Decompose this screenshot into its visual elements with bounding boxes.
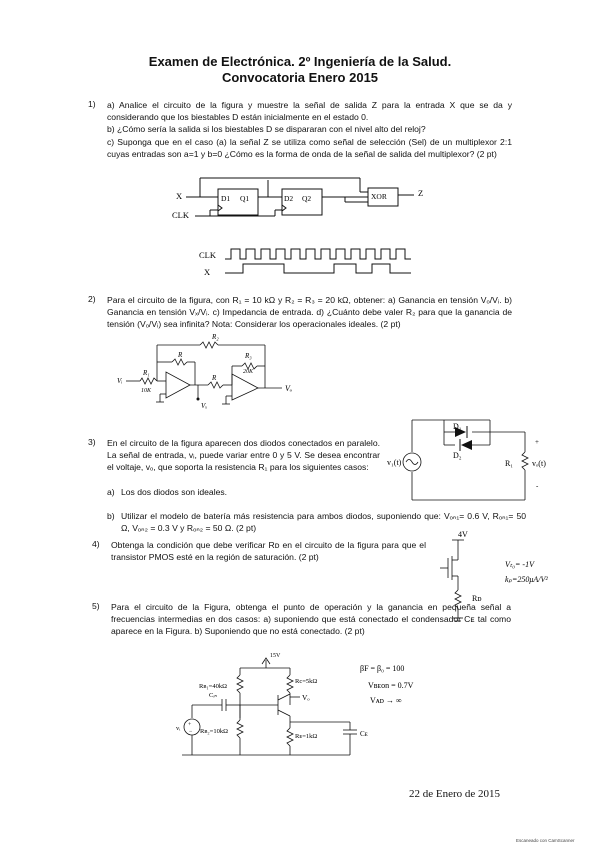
q2-fig-r-label: R [178, 351, 183, 359]
q5-fig-source-minus: − [189, 729, 193, 735]
q3-fig-r1-label: R₁ [505, 459, 514, 468]
q5-fig-cin-label: Cᵢₙ [209, 692, 217, 699]
q1-fig-x-label: X [176, 191, 183, 201]
q5-fig-vo-label: Vₒ [302, 693, 310, 702]
q2-fig-vi-label: Vᵢ [117, 377, 123, 385]
q3-intro: En el circuito de la figura aparecen dos diodos conectados en paralelo. La señal de entrada, vᵢ, puede variar entre 0 y 5 V. Se desea encontrar el voltaje, vₒ, que soporta la resistencia R₁ para los siguientes casos: [107, 438, 380, 473]
q2-fig-r-between-label: R [212, 374, 217, 382]
q2-fig-r1-label: R₁ [143, 369, 150, 377]
q5-fig-ce-label: Cᴇ [360, 730, 368, 738]
q3-case-a-mark: a) [107, 487, 115, 497]
q4-fig-kp: kₚ=250μA/V² [505, 575, 548, 584]
q3-fig-d1-label: D₁ [453, 422, 462, 431]
q3-number: 3) [88, 437, 96, 447]
q5-text: Para el circuito de la Figura, obtenga el punto de operación y la ganancia en pequeña señal a frecuencias intermedias en dos casos: a) suponiendo que está conectado el condensador Cᴇ tal como aparece en la Figura. b) Suponiendo que no está conectado. (2 pt) [111, 602, 511, 637]
q2-fig-vo-label: Vₒ [285, 384, 293, 393]
q1-fig-z-label: Z [418, 188, 424, 198]
exam-title: Examen de Electrónica. 2º Ingeniería de la Salud. [148, 54, 452, 69]
q1-part-a: a) Analice el circuito de la figura y muestre la señal de salida Z para la entrada X que se da y considerando que los biestables D están inicialmente en el estado 0. [107, 100, 512, 123]
q3-fig-plus: + [535, 438, 539, 446]
q1-fig-q1-label: Q1 [240, 194, 250, 203]
q5-fig-rb2-label: Rʙ₂=10kΩ [200, 728, 228, 735]
exam-subtitle: Convocatoria Enero 2015 [221, 70, 379, 85]
q3-case-b-text: Utilizar el modelo de batería más resistencia para ambos diodos, suponiendo que: Vₒₙ₁= 0.6 V, Rₒₙ₁= 50 Ω, Vₒₙ₂ = 0.3 V y Rₒₙ₂ = 50 Ω. (2 pt) [121, 511, 526, 534]
q2-fig-r3-label: R₃ [245, 352, 252, 360]
q1-fig-d2-label: D2 [284, 194, 294, 203]
q1-fig-d1-label: D1 [221, 194, 231, 203]
q1-fig-q2-label: Q2 [302, 194, 312, 203]
q5-fig-re-label: Rᴇ=1kΩ [295, 733, 318, 740]
q5-fig-source-plus: + [188, 722, 192, 728]
q2-fig-vx-label: Vₓ [201, 402, 208, 410]
q5-fig-vcc-label: 15V [270, 653, 281, 659]
q1-part-c: c) Suponga que en el caso (a) la señal Z se utiliza como señal de selección (Sel) de un multiplexor 2:1 cuyas entradas son a=1 y b=0 ¿Cómo es la forma de onda de la señal de salida del multiplexor? (2 pt) [107, 136, 512, 159]
q4-fig-vt: Vₜ₀= -1V [505, 560, 534, 569]
exam-date: 22 de Enero de 2015 [409, 788, 501, 800]
q1-fig-xor-label: XOR [371, 192, 387, 201]
q4-text: Obtenga la condición que debe verificar Rᴅ en el circuito de la figura para que el transistor PMOS esté en la región de saturación. (2 pt) [111, 540, 426, 563]
q3-fig-vi-label: v₁(t) [387, 458, 402, 467]
q5-fig-beta: βF = β₀ = 100 [360, 664, 405, 673]
scanner-watermark: Escaneado con CamScanner [516, 838, 575, 843]
q4-number: 4) [92, 539, 100, 549]
q3-fig-vo-label: vₒ(t) [532, 459, 546, 468]
q3-fig-d2-label: D₂ [453, 451, 462, 460]
q1-fig-x-wave-label: X [204, 267, 211, 277]
q5-fig-rb1-label: Rʙ₁=40kΩ [199, 683, 227, 690]
q1-fig-clk-label: CLK [172, 210, 189, 220]
q5-fig-vaf: Vᴀᴅ → ∞ [370, 696, 402, 705]
q2-number: 2) [88, 294, 96, 304]
q2-fig-r3-value: 20K [243, 369, 254, 375]
q4-fig-vdd-label: 4V [458, 530, 468, 539]
q5-fig-vbe: Vʙᴇon = 0.7V [368, 681, 414, 690]
q3-fig-minus: - [536, 482, 539, 490]
q2-fig-r2-label: R₂ [212, 333, 219, 341]
q2-fig-r1-value: 10K [141, 388, 152, 394]
q1-part-b: b) ¿Cómo sería la salida si los biestables D se dispararan con el nivel alto del reloj? [107, 124, 426, 135]
q1-fig-clk-wave-label: CLK [199, 250, 216, 260]
q3-case-a-text: Los dos diodos son ideales. [121, 487, 228, 497]
q4-fig-rd-label: Rᴅ [472, 594, 482, 603]
q5-fig-vi-label: vᵢ [176, 725, 181, 732]
q1-number: 1) [88, 99, 96, 109]
q3-case-b-mark: b) [107, 511, 115, 522]
q2-text: Para el circuito de la figura, con R₁ = 10 kΩ y R₂ = R₃ = 20 kΩ, obtener: a) Ganancia en tensión Vₒ/Vᵢ. b) Ganancia en tensión Vₓ/Vᵢ. c) Impedancia de entrada. d) ¿Cuánto debe valer R₂ para que la ganancia de tensión (Vₒ/Vᵢ) sea infinita? Nota: Considerar los operacionales ideales. (2 pt) [107, 295, 512, 330]
q5-fig-rc-label: Rc=5kΩ [295, 678, 318, 685]
q5-number: 5) [92, 601, 100, 611]
